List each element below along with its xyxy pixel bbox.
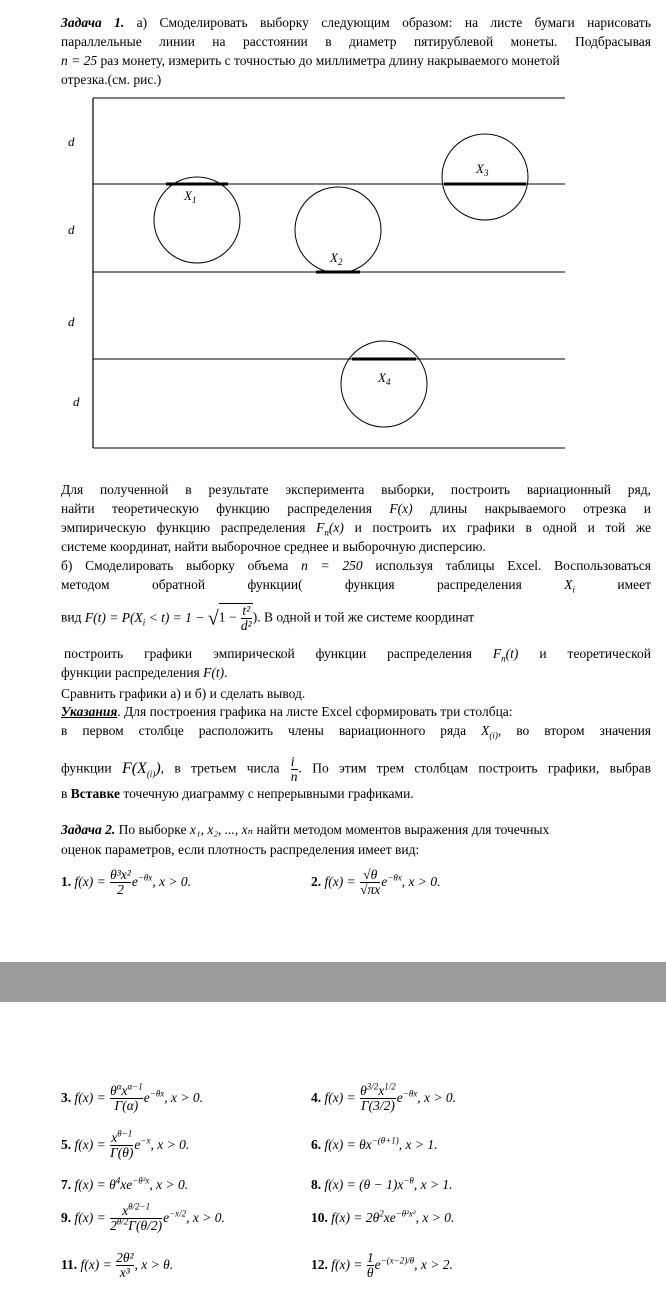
partb-l1b: используя таблицы Excel. Воспользоваться: [375, 558, 651, 573]
i-over-n: $\frac{i}{n}$: [290, 754, 298, 784]
formula-6: 6. $f(x) = \theta x^{-(\theta+1)}$, x > 1.: [311, 1135, 438, 1152]
partb-l4a: построить графики эмпирической функции распределения: [64, 646, 472, 661]
hint-insert-bold: Вставке: [70, 786, 121, 801]
partb-line6: Сравнить графики а) и б) и сделать вывод.: [61, 686, 306, 701]
hint-l3a: функции: [61, 760, 112, 776]
task1-line2: параллельные линии на расстоянии в диаметр пятирублевой монеты. Подбрасывая: [61, 34, 651, 49]
para1-line1: Для полученной в результате эксперимента выборки, построить вариационный ряд,: [61, 482, 651, 497]
coin-lines-diagram: [0, 0, 666, 460]
hint-l3b: , в третьем числа: [160, 760, 280, 776]
para1-l2b: длины накрываемого отрезка и: [430, 501, 652, 516]
t2-over-d2: $\frac{\text{t²}}{\text{d²}}$: [240, 603, 252, 633]
d-label-2: d: [68, 222, 75, 237]
d-label-3: d: [68, 314, 75, 329]
x-label-2: $X_2$: [330, 250, 343, 267]
formula-1: 1. f(x) = $\frac{\text{θ³x²}}{2}$ $e^{-\theta x}$, x > 0.: [61, 867, 192, 898]
formula-8: 8. $f(x) = (\theta - 1)x^{-\theta}$, x > 1.: [311, 1175, 453, 1192]
F-x: F(x): [389, 501, 413, 516]
para1-line2: [61, 500, 651, 518]
d-label-1: d: [68, 134, 75, 149]
x-label-1: $X_1$: [184, 188, 197, 205]
sample-vars: x₁, x₂, ..., xₙ: [189, 822, 254, 837]
partb-l1a: б) Смоделировать выборку объема: [61, 558, 289, 573]
hint-title: Указания: [61, 704, 118, 719]
formula-9: 9. f(x) = $\frac{x^{\theta/2-1}}{2^{\theta/2}\Gamma(\theta/2)}$ $e^{-x/2}$, x > 0.: [61, 1201, 225, 1234]
Fn-t: $F_n(t)$: [492, 646, 519, 664]
hint-line3: [61, 755, 651, 784]
X-i: $X_i$: [564, 577, 575, 595]
coin-1: [154, 177, 240, 263]
w1: методом: [61, 577, 110, 592]
partb-l5a: функции распределения: [61, 665, 200, 680]
partb-line3: [61, 603, 474, 633]
task1-title: Задача 1.: [61, 15, 125, 30]
partb-line5: [61, 664, 228, 682]
partb-l3b: ). В одной и той же системе координат: [252, 609, 475, 625]
formula-5: 5. f(x) = $\frac{x^{\theta-1}}{\Gamma(\theta)}$ $e^{-x}$, x > 0.: [61, 1128, 190, 1161]
d-label-4: d: [73, 394, 80, 409]
task2-l1b: найти методом моментов выражения для точечных: [253, 822, 550, 837]
task2-line1: [61, 821, 549, 839]
partb-line2: [61, 576, 651, 594]
F-t-formula: $F(t) = P(X_i < t) = 1$ −: [84, 609, 208, 628]
formula-11: 11. f(x) = $\frac{\text{2θ²}}{\text{x³}}$ , x > θ.: [61, 1250, 174, 1281]
hint-l2b: , во втором значения: [497, 723, 652, 738]
para1-line3: [61, 519, 651, 537]
page-separator: [0, 962, 666, 1002]
w2: обратной: [151, 577, 206, 592]
hint-l3c: . По этим трем столбцам построить графики, выбрав: [298, 760, 651, 776]
partb-l4b: и теоретической: [539, 646, 652, 661]
task2-title: Задача 2.: [61, 822, 116, 837]
hint-l2a: в первом столбце расположить члены вариационного ряда: [61, 723, 467, 738]
hint-l4b: точечную диаграмму с непрерывными графиками.: [120, 786, 414, 801]
X-(i): $X_{(i)}$: [481, 723, 498, 741]
F-X-(i): $F(X_{(i)})$: [121, 759, 161, 779]
page-2: [0, 1002, 666, 1294]
hint-line2: [61, 722, 651, 740]
formula-7: 7. $f(x) = \theta^4xe^{-\theta^2x}$, x > 0.: [61, 1175, 189, 1192]
w5: распределения: [437, 577, 522, 592]
w6: имеет: [617, 577, 652, 592]
hint-line1: [61, 703, 513, 721]
formula-3: 3. f(x) = $\frac{\theta^\alpha x^{\alpha-1}}{\Gamma(\alpha)}$ $e^{-\theta x}$, x > 0.: [61, 1081, 204, 1114]
partb-line4: [64, 645, 651, 663]
formula-12: 12. f(x) = $\frac{1}{\theta}$ $e^{-(x-2)/\theta}$, x > 2.: [311, 1250, 453, 1281]
hint-l1: . Для построения графика на листе Excel сформировать три столбца:: [117, 704, 513, 719]
x-label-3: $X_3$: [476, 161, 489, 178]
x-label-4: $X_4$: [378, 370, 391, 387]
sqrt-sign: √: [207, 607, 219, 630]
task1-intro-l1: а) Смоделировать выборку следующим образом: на листе бумаги нарисовать: [136, 15, 651, 30]
para1-l3a: эмпирическую функцию распределения: [61, 520, 306, 535]
partb-l5b: .: [224, 665, 228, 680]
partb-line1: [61, 557, 651, 575]
formula-4: 4. f(x) = $\frac{\theta^{3/2}x^{1/2}}{\Gamma(3/2)}$ $e^{-\theta x}$, x > 0.: [311, 1081, 456, 1114]
formula-2: 2. f(x) = $\frac{√\theta}{√\pi x}$ $e^{-\theta x}$, x > 0.: [311, 867, 441, 898]
hint-line4: [61, 785, 414, 803]
task1-line4: отрезка.(см. рис.): [61, 72, 162, 87]
task1-intro-l3: раз монету, измерить с точностью до миллиметра длину накрываемого монетой: [97, 53, 560, 68]
task2-line2: оценок параметров, если плотность распределения имеет вид:: [61, 842, 420, 857]
n-value: n = 25: [61, 53, 98, 68]
w4: функция: [345, 577, 395, 592]
hint-l4a: в: [61, 786, 71, 801]
formula-10: 10. $f(x) = 2\theta^2xe^{-\theta^2x^2}$, x > 0.: [311, 1208, 455, 1225]
para1-line4: системе координат, найти выборочное среднее и выборочную дисперсию.: [61, 539, 486, 554]
para1-l3b: и построить их графики в одной и той же: [354, 520, 652, 535]
task2-l1a: По выборке: [115, 822, 190, 837]
n-250: n = 250: [301, 558, 363, 573]
w3: функции(: [247, 577, 303, 592]
para1-l2a: найти теоретическую функцию распределения: [61, 501, 372, 516]
F-t: F(t): [203, 665, 225, 680]
partb-l3a: вид: [61, 609, 82, 625]
Fn-x: $F_n(x)$: [316, 520, 344, 538]
sqrt-body: 1 − $\frac{\text{t²}}{\text{d²}}$: [218, 603, 252, 633]
